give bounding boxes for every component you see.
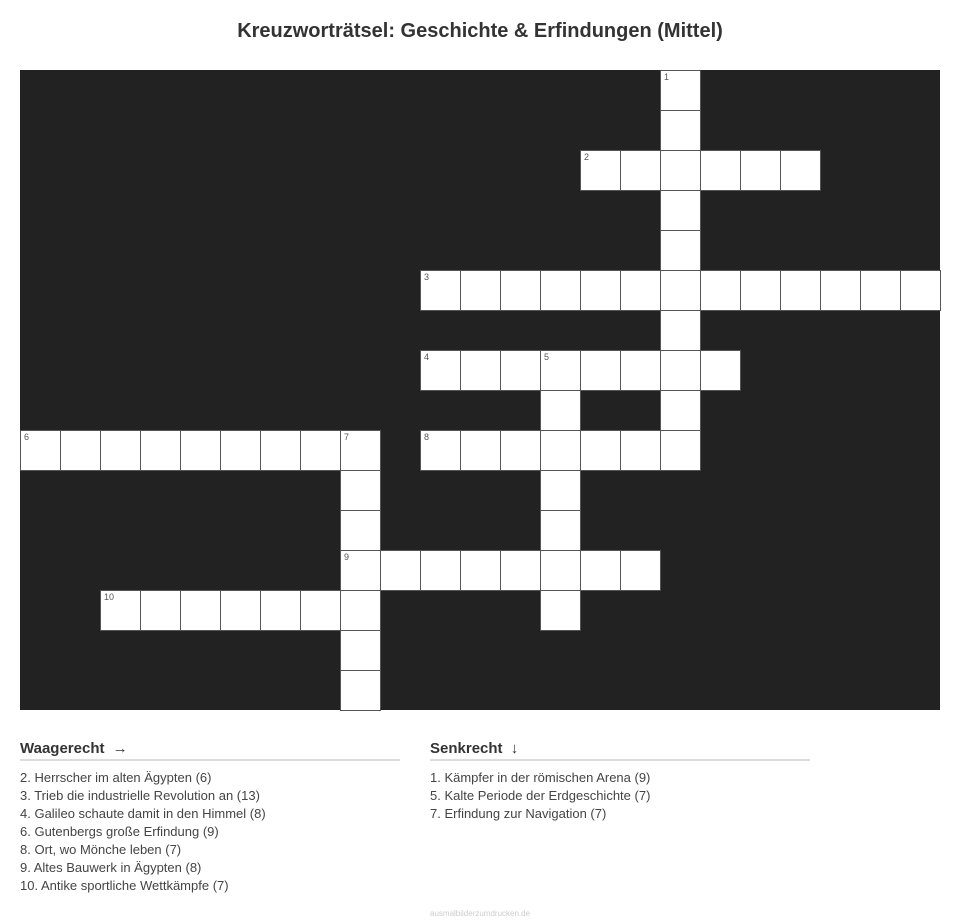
grid-cell[interactable] — [340, 630, 381, 671]
down-clue: 7. Erfindung zur Navigation (7) — [430, 806, 607, 821]
grid-cell[interactable] — [740, 150, 781, 191]
clue-number: 8 — [424, 432, 430, 442]
grid-cell[interactable] — [260, 430, 301, 471]
grid-cell[interactable] — [460, 550, 501, 591]
grid-cell[interactable] — [580, 270, 621, 311]
clue-number: 9 — [344, 552, 350, 562]
across-clue: 2. Herrscher im alten Ägypten (6) — [20, 770, 212, 785]
grid-cell[interactable] — [340, 670, 381, 711]
clue-number: 7 — [344, 432, 350, 442]
grid-cell[interactable] — [340, 590, 381, 631]
grid-cell[interactable] — [540, 390, 581, 431]
across-clue: 10. Antike sportliche Wettkämpfe (7) — [20, 878, 229, 893]
footer-credit: ausmalbilderzumdrucken.de — [430, 909, 531, 918]
grid-cell[interactable] — [780, 270, 821, 311]
grid-cell[interactable] — [180, 430, 221, 471]
grid-cell[interactable] — [340, 430, 381, 471]
grid-cell[interactable] — [540, 350, 581, 391]
grid-cell[interactable] — [580, 150, 621, 191]
clue-number: 3 — [424, 272, 430, 282]
grid-cell[interactable] — [700, 270, 741, 311]
grid-cell[interactable] — [580, 430, 621, 471]
across-clue: 4. Galileo schaute damit in den Himmel (8) — [20, 806, 266, 821]
grid-cell[interactable] — [660, 270, 701, 311]
grid-cell[interactable] — [140, 430, 181, 471]
grid-cell[interactable] — [620, 430, 661, 471]
grid-cell[interactable] — [580, 350, 621, 391]
grid-cell[interactable] — [60, 430, 101, 471]
grid-cell[interactable] — [500, 430, 541, 471]
grid-cell[interactable] — [420, 270, 461, 311]
grid-cell[interactable] — [620, 150, 661, 191]
grid-cell[interactable] — [540, 590, 581, 631]
grid-cell[interactable] — [900, 270, 941, 311]
grid-cell[interactable] — [700, 150, 741, 191]
grid-cell[interactable] — [180, 590, 221, 631]
grid-cell[interactable] — [260, 590, 301, 631]
right-arrow-icon: → — [112, 740, 128, 757]
grid-cell[interactable] — [340, 550, 381, 591]
grid-cell[interactable] — [660, 70, 701, 111]
clue-number: 6 — [24, 432, 30, 442]
grid-cell[interactable] — [340, 510, 381, 551]
grid-cell[interactable] — [740, 270, 781, 311]
across-clue: 6. Gutenbergs große Erfindung (9) — [20, 824, 219, 839]
clue-number: 1 — [664, 72, 670, 82]
grid-cell[interactable] — [780, 150, 821, 191]
grid-cell[interactable] — [820, 270, 861, 311]
grid-cell[interactable] — [420, 350, 461, 391]
clue-number: 2 — [584, 152, 590, 162]
grid-cell[interactable] — [660, 150, 701, 191]
across-heading — [20, 740, 400, 761]
across-clue: 3. Trieb die industrielle Revolution an (13) — [20, 788, 260, 803]
grid-cell[interactable] — [620, 350, 661, 391]
grid-cell[interactable] — [660, 430, 701, 471]
grid-cell[interactable] — [580, 550, 621, 591]
grid-cell[interactable] — [460, 430, 501, 471]
grid-cell[interactable] — [300, 590, 341, 631]
grid-cell[interactable] — [20, 430, 61, 471]
grid-cell[interactable] — [500, 550, 541, 591]
grid-cell[interactable] — [660, 190, 701, 231]
down-heading-label: Senkrecht — [430, 740, 503, 757]
down-clue: 5. Kalte Periode der Erdgeschichte (7) — [430, 788, 651, 803]
grid-cell[interactable] — [420, 430, 461, 471]
grid-cell[interactable] — [500, 270, 541, 311]
down-clue: 1. Kämpfer in der römischen Arena (9) — [430, 770, 651, 785]
grid-cell[interactable] — [300, 430, 341, 471]
grid-cell[interactable] — [100, 590, 141, 631]
across-clue: 9. Altes Bauwerk in Ägypten (8) — [20, 860, 202, 875]
across-heading-label: Waagerecht — [20, 740, 105, 757]
across-clues-panel — [20, 740, 400, 895]
grid-cell[interactable] — [660, 310, 701, 351]
clue-number: 5 — [544, 352, 550, 362]
across-clue: 8. Ort, wo Mönche leben (7) — [20, 842, 182, 857]
grid-cell[interactable] — [220, 430, 261, 471]
across-clue-list — [20, 769, 400, 895]
clue-number: 4 — [424, 352, 430, 362]
grid-cell[interactable] — [420, 550, 461, 591]
grid-cell[interactable] — [540, 270, 581, 311]
grid-cell[interactable] — [860, 270, 901, 311]
grid-cell[interactable] — [660, 350, 701, 391]
down-clues-panel — [430, 740, 810, 823]
grid-cell[interactable] — [540, 430, 581, 471]
page-title: Kreuzworträtsel: Geschichte & Erfindungen (Mittel) — [237, 20, 723, 42]
grid-cell[interactable] — [460, 350, 501, 391]
grid-cell[interactable] — [700, 350, 741, 391]
grid-cell[interactable] — [500, 350, 541, 391]
down-arrow-icon: ↓ — [510, 740, 519, 757]
grid-cell[interactable] — [540, 470, 581, 511]
grid-cell[interactable] — [380, 550, 421, 591]
down-heading — [430, 740, 810, 761]
grid-cell[interactable] — [660, 390, 701, 431]
grid-cell[interactable] — [540, 510, 581, 551]
grid-cell[interactable] — [220, 590, 261, 631]
grid-cell[interactable] — [140, 590, 181, 631]
down-clue-list — [430, 769, 810, 823]
grid-cell[interactable] — [620, 270, 661, 311]
clue-number: 10 — [104, 592, 115, 602]
grid-cell[interactable] — [620, 550, 661, 591]
crossword-grid — [20, 70, 940, 710]
grid-cell[interactable] — [100, 430, 141, 471]
grid-cell[interactable] — [340, 470, 381, 511]
grid-cell[interactable] — [540, 550, 581, 591]
grid-cell[interactable] — [660, 230, 701, 271]
grid-cell[interactable] — [660, 110, 701, 151]
grid-cell[interactable] — [460, 270, 501, 311]
